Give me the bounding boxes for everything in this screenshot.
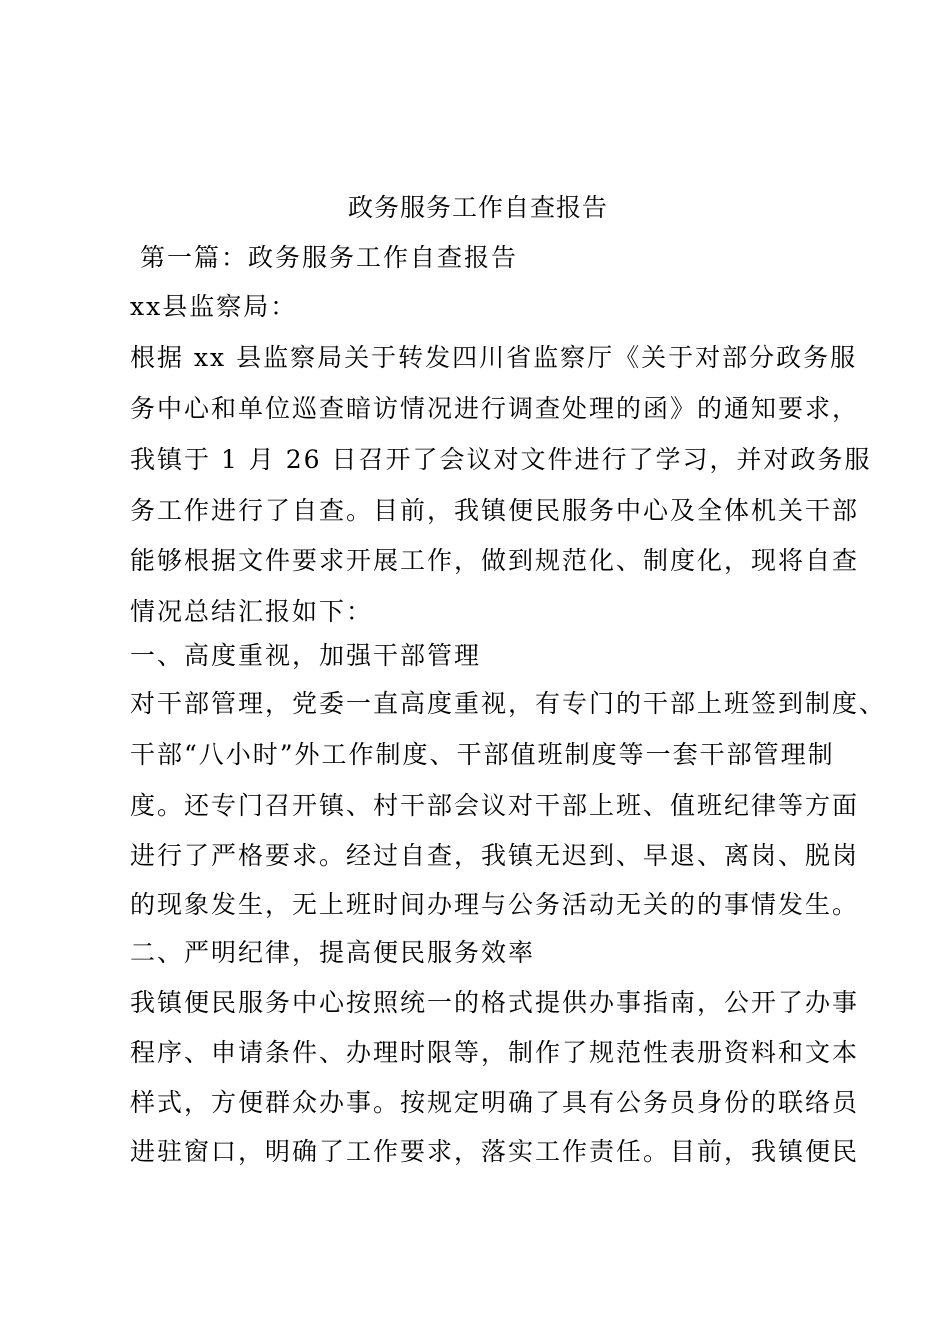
- addressee: xx县监察局：: [130, 292, 298, 321]
- document-title: 政务服务工作自查报告: [348, 193, 609, 222]
- body-line: 务工作进行了自查。目前，我镇便民服务中心及全体机关干部: [130, 496, 860, 525]
- subheading-1: 一、高度重视，加强干部管理: [130, 641, 482, 670]
- section-heading: 第一篇：政务服务工作自查报告: [140, 243, 519, 272]
- body-line: 的现象发生，无上班时间办理与公务活动无关的的事情发生。: [130, 890, 860, 919]
- body-line: 能够根据文件要求开展工作，做到规范化、制度化，现将自查: [130, 546, 860, 575]
- body-line: 进驻窗口，明确了工作要求，落实工作责任。目前，我镇便民: [130, 1137, 860, 1166]
- body-line: 对干部管理，党委一直高度重视，有专门的干部上班签到制度、: [130, 689, 887, 718]
- body-line: 我镇便民服务中心按照统一的格式提供办事指南，公开了办事: [130, 988, 860, 1017]
- body-line: 度。还专门召开镇、村干部会议对干部上班、值班纪律等方面: [130, 791, 860, 820]
- body-line: 我镇于 1 月 26 日召开了会议对文件进行了学习，并对政务服: [130, 445, 872, 474]
- body-line: 情况总结汇报如下：: [130, 597, 374, 626]
- subheading-2: 二、严明纪律，提高便民服务效率: [130, 938, 536, 967]
- body-line: 务中心和单位巡查暗访情况进行调查处理的函》的通知要求，: [130, 394, 860, 423]
- body-line: 样式，方便群众办事。按规定明确了具有公务员身份的联络员: [130, 1088, 860, 1117]
- body-line: 进行了严格要求。经过自查，我镇无迟到、早退、离岗、脱岗: [130, 841, 860, 870]
- body-line: 干部“八小时”外工作制度、干部值班制度等一套干部管理制: [130, 740, 835, 769]
- body-line: 程序、申请条件、办理时限等，制作了规范性表册资料和文本: [130, 1038, 860, 1067]
- body-line: 根据 xx 县监察局关于转发四川省监察厅《关于对部分政务服: [130, 343, 858, 372]
